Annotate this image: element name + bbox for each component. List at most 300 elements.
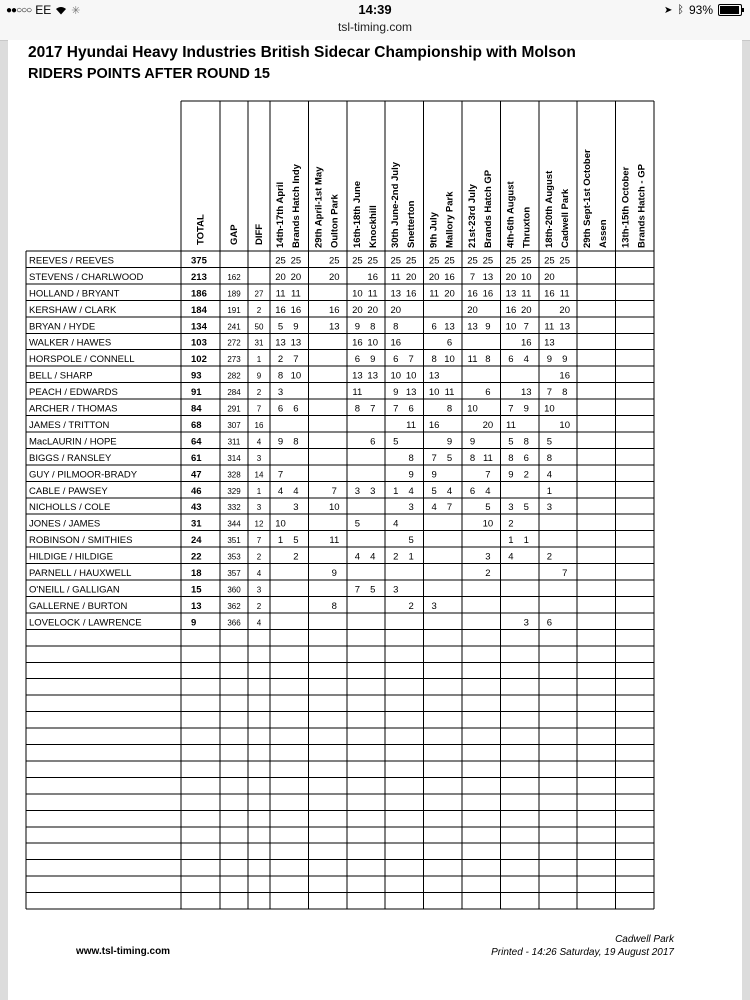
rider-total: 213: [191, 271, 207, 283]
rider-total: 68: [191, 419, 202, 431]
race-points: 9: [446, 436, 453, 448]
race-points: 4: [408, 485, 414, 497]
race-points: 7: [408, 354, 414, 366]
rider-name: HOLLAND / BRYANT: [29, 288, 120, 300]
status-bar: [0, 0, 750, 41]
race-points: 25: [367, 255, 379, 267]
race-points: 25: [275, 255, 286, 267]
race-points: 1: [523, 535, 529, 547]
rider-diff: 1: [256, 486, 262, 496]
race-points: 13: [444, 321, 455, 333]
race-points: 13: [559, 321, 571, 333]
header-event-date: 16th-18th June: [351, 180, 363, 248]
race-points: 10: [405, 370, 417, 382]
rider-gap: 353: [227, 552, 241, 562]
rider-gap: 351: [227, 536, 241, 546]
race-points: 13: [405, 387, 417, 399]
race-points: 2: [277, 354, 284, 366]
rider-diff: 2: [256, 552, 262, 562]
signal-icon: ●●○○○: [6, 4, 32, 16]
rider-diff: 7: [256, 536, 262, 546]
race-points: 16: [544, 288, 555, 300]
rider-name: PEACH / EDWARDS: [29, 387, 118, 399]
document-page: [8, 40, 742, 1000]
header-event-venue: Oulton Park: [329, 194, 341, 248]
race-points: 16: [275, 304, 286, 316]
rider-name: GALLERNE / BURTON: [29, 600, 128, 612]
race-points: 8: [370, 321, 376, 333]
rider-total: 103: [191, 337, 207, 349]
footer-printed: Printed - 14:26 Saturday, 19 August 2017: [491, 947, 674, 958]
header-event-date: 4th-6th August: [505, 181, 517, 248]
race-points: 11: [521, 288, 532, 300]
rider-diff: 27: [254, 289, 264, 299]
race-points: 4: [546, 469, 553, 481]
bluetooth-icon: ᛒ: [677, 4, 684, 16]
race-points: 8: [508, 452, 514, 464]
rider-name: WALKER / HAWES: [29, 337, 112, 349]
race-points: 9: [469, 436, 476, 448]
rider-name: HILDIGE / HILDIGE: [29, 551, 113, 563]
race-points: 10: [544, 403, 555, 415]
race-points: 10: [275, 518, 286, 530]
race-points: 3: [393, 584, 399, 596]
race-points: 5: [431, 485, 437, 497]
race-points: 3: [508, 502, 514, 514]
race-points: 9: [523, 403, 529, 415]
header-event-date: 30th June-2nd July: [390, 161, 402, 248]
race-points: 7: [485, 469, 491, 481]
race-points: 7: [546, 387, 553, 399]
rider-name: BIGGS / RANSLEY: [29, 452, 112, 464]
race-points: 2: [393, 551, 399, 563]
rider-diff: 3: [256, 453, 262, 463]
race-points: 7: [370, 403, 376, 415]
race-points: 6: [293, 403, 299, 415]
race-points: 5: [393, 436, 399, 448]
race-points: 20: [444, 288, 455, 300]
rider-gap: 360: [227, 585, 241, 595]
race-points: 4: [370, 551, 376, 563]
race-points: 13: [352, 370, 363, 382]
rider-name: JONES / JAMES: [29, 518, 101, 530]
race-points: 16: [352, 337, 363, 349]
race-points: 5: [408, 535, 414, 547]
rider-total: 43: [191, 502, 202, 514]
race-points: 10: [505, 321, 517, 333]
race-points: 25: [467, 255, 478, 267]
race-points: 8: [277, 370, 284, 382]
race-points: 20: [329, 271, 340, 283]
rider-name: BELL / SHARP: [29, 370, 93, 382]
header-event-date: 13th-15th October: [620, 166, 632, 248]
race-points: 9: [431, 469, 437, 481]
race-points: 7: [508, 403, 514, 415]
race-points: 10: [390, 370, 402, 382]
race-points: 16: [329, 304, 340, 316]
rider-gap: 328: [227, 470, 241, 480]
race-points: 6: [508, 354, 514, 366]
race-points: 13: [521, 387, 532, 399]
race-points: 11: [444, 387, 455, 399]
race-points: 7: [446, 502, 453, 514]
race-points: 1: [408, 551, 414, 563]
rider-total: 31: [191, 518, 202, 530]
rider-diff: 12: [254, 519, 264, 529]
race-points: 13: [290, 337, 302, 349]
rider-name: BRYAN / HYDE: [29, 321, 96, 333]
rider-total: 102: [191, 354, 207, 366]
header-event-date: 18th-20th August: [543, 170, 555, 248]
rider-gap: 311: [227, 437, 241, 447]
race-points: 16: [467, 288, 478, 300]
rider-gap: 307: [227, 420, 241, 430]
rider-diff: 3: [256, 585, 262, 595]
race-points: 11: [275, 288, 286, 300]
race-points: 6: [393, 354, 399, 366]
race-points: 5: [508, 436, 514, 448]
rider-diff: 4: [256, 618, 262, 628]
race-points: 11: [290, 288, 301, 300]
rider-diff: 1: [256, 355, 262, 365]
race-points: 20: [352, 304, 363, 316]
rider-total: 91: [191, 387, 202, 399]
race-points: 5: [370, 584, 376, 596]
race-points: 11: [367, 288, 378, 300]
rider-gap: 191: [227, 305, 241, 315]
race-points: 1: [508, 535, 514, 547]
location-icon: ➤: [663, 4, 673, 16]
race-points: 20: [559, 304, 571, 316]
header-event-venue: Brands Hatch - GP: [636, 164, 648, 248]
race-points: 9: [508, 469, 514, 481]
rider-total: 61: [191, 452, 202, 464]
rider-gap: 272: [227, 338, 241, 348]
race-points: 3: [485, 551, 491, 563]
race-points: 3: [277, 387, 284, 399]
race-points: 11: [559, 288, 570, 300]
race-points: 6: [354, 354, 361, 366]
race-points: 4: [293, 485, 299, 497]
race-points: 16: [559, 370, 571, 382]
race-points: 13: [467, 321, 478, 333]
race-points: 13: [544, 337, 555, 349]
race-points: 11: [390, 271, 401, 283]
rider-name: PARNELL / HAUXWELL: [29, 568, 132, 579]
race-points: 7: [393, 403, 399, 415]
race-points: 7: [331, 485, 337, 497]
header-event-venue: Cadwell Park: [559, 188, 571, 248]
race-points: 25: [444, 255, 455, 267]
race-points: 10: [352, 288, 363, 300]
race-points: 9: [293, 321, 299, 333]
rider-name: CABLE / PAWSEY: [29, 485, 108, 497]
race-points: 5: [485, 502, 491, 514]
header-event-date: 29th Sept-1st October: [582, 149, 594, 248]
race-points: 1: [546, 485, 553, 497]
race-points: 8: [562, 387, 568, 399]
race-points: 5: [354, 518, 361, 530]
rider-gap: 241: [227, 322, 241, 332]
race-points: 16: [505, 304, 517, 316]
race-points: 10: [367, 337, 379, 349]
rider-total: 18: [191, 568, 202, 579]
rider-gap: 329: [227, 486, 241, 496]
race-points: 20: [275, 271, 286, 283]
race-points: 13: [390, 288, 402, 300]
race-points: 2: [408, 600, 414, 612]
race-points: 25: [521, 255, 532, 267]
header-gap: GAP: [229, 224, 240, 245]
race-points: 13: [275, 337, 286, 349]
rider-diff: 50: [254, 322, 264, 332]
race-points: 10: [290, 370, 302, 382]
race-points: 9: [331, 568, 337, 579]
race-points: 11: [329, 535, 340, 547]
race-points: 7: [523, 321, 529, 333]
race-points: 9: [562, 354, 568, 366]
race-points: 8: [431, 354, 437, 366]
race-points: 8: [546, 452, 553, 464]
race-points: 3: [293, 502, 299, 514]
race-points: 6: [469, 485, 476, 497]
race-points: 3: [370, 485, 376, 497]
race-points: 4: [485, 485, 491, 497]
race-points: 2: [523, 469, 529, 481]
rider-gap: 291: [227, 404, 241, 414]
rider-gap: 357: [227, 569, 241, 578]
header-event-date: 14th-17th April: [275, 181, 286, 248]
header-total: TOTAL: [195, 214, 207, 245]
race-points: 20: [290, 271, 302, 283]
race-points: 9: [354, 321, 361, 333]
race-points: 6: [446, 337, 453, 349]
race-points: 9: [277, 436, 284, 448]
race-points: 8: [485, 354, 491, 366]
rider-name: LOVELOCK / LAWRENCE: [29, 617, 142, 629]
rider-total: 9: [191, 617, 197, 629]
url-bar[interactable]: tsl-timing.com: [337, 20, 412, 34]
race-points: 25: [290, 255, 302, 267]
race-points: 2: [508, 518, 514, 530]
race-points: 13: [505, 288, 517, 300]
rider-diff: 9: [256, 371, 262, 381]
race-points: 16: [444, 271, 455, 283]
race-points: 20: [390, 304, 402, 316]
rider-name: O'NEILL / GALLIGAN: [29, 584, 120, 596]
rider-total: 134: [191, 321, 207, 333]
race-points: 20: [482, 419, 494, 431]
rider-name: GUY / PILMOOR-BRADY: [29, 469, 138, 481]
race-points: 11: [482, 452, 493, 464]
race-points: 25: [390, 255, 402, 267]
page-title: 2017 Hyundai Heavy Industries British Sidecar Championship with Molson: [28, 44, 576, 61]
rider-name: HORSPOLE / CONNELL: [29, 354, 135, 366]
race-points: 3: [546, 502, 553, 514]
race-points: 4: [508, 551, 514, 563]
race-points: 4: [354, 551, 361, 563]
rider-diff: 4: [256, 569, 262, 578]
race-points: 16: [521, 337, 532, 349]
race-points: 11: [467, 354, 478, 366]
rider-gap: 273: [227, 355, 241, 365]
race-points: 4: [393, 518, 399, 530]
race-points: 10: [329, 502, 340, 514]
rider-gap: 366: [227, 618, 241, 628]
rider-gap: 189: [227, 289, 241, 299]
rider-total: 24: [191, 535, 202, 547]
race-points: 25: [352, 255, 363, 267]
page-subtitle: RIDERS POINTS AFTER ROUND 15: [28, 66, 270, 82]
rider-name: MacLAURIN / HOPE: [29, 436, 117, 448]
race-points: 11: [544, 321, 555, 333]
rider-total: 375: [191, 255, 207, 267]
race-points: 3: [431, 600, 437, 612]
header-event-venue: Snetterton: [406, 200, 418, 248]
header-event-venue: Mallory Park: [444, 191, 456, 248]
race-points: 16: [428, 419, 440, 431]
race-points: 7: [562, 568, 568, 579]
race-points: 1: [277, 535, 284, 547]
race-points: 9: [485, 321, 491, 333]
race-points: 3: [354, 485, 361, 497]
rider-total: 184: [191, 304, 207, 316]
rider-diff: 4: [256, 437, 262, 447]
race-points: 10: [467, 403, 478, 415]
rider-diff: 2: [256, 305, 262, 315]
rider-total: 22: [191, 551, 202, 563]
race-points: 7: [293, 354, 299, 366]
race-points: 5: [446, 452, 453, 464]
race-points: 16: [482, 288, 494, 300]
race-points: 2: [293, 551, 299, 563]
race-points: 8: [393, 321, 399, 333]
battery-icon: [718, 4, 742, 16]
race-points: 10: [444, 354, 455, 366]
rider-diff: 31: [254, 338, 264, 348]
race-points: 16: [367, 271, 379, 283]
race-points: 8: [293, 436, 299, 448]
race-points: 13: [329, 321, 340, 333]
rider-gap: 362: [227, 601, 241, 611]
rider-diff: 2: [256, 601, 262, 611]
race-points: 10: [428, 387, 440, 399]
race-points: 6: [370, 436, 376, 448]
rider-name: STEVENS / CHARLWOOD: [29, 271, 144, 283]
race-points: 8: [354, 403, 361, 415]
race-points: 13: [367, 370, 379, 382]
rider-gap: 332: [227, 503, 241, 513]
race-points: 13: [482, 271, 494, 283]
clock: 14:39: [358, 2, 392, 17]
race-points: 25: [329, 255, 340, 267]
footer-venue: Cadwell Park: [615, 934, 674, 945]
rider-name: KERSHAW / CLARK: [29, 304, 117, 316]
carrier-label: EE: [35, 3, 52, 17]
race-points: 1: [393, 485, 399, 497]
race-points: 4: [446, 485, 453, 497]
race-points: 6: [546, 617, 553, 629]
race-points: 9: [393, 387, 399, 399]
status-right: [664, 3, 742, 17]
race-points: 4: [523, 354, 529, 366]
rider-gap: 284: [227, 388, 241, 398]
race-points: 16: [405, 288, 417, 300]
race-points: 25: [482, 255, 494, 267]
race-points: 20: [467, 304, 478, 316]
rider-name: NICHOLLS / COLE: [29, 502, 111, 514]
rider-diff: 16: [254, 420, 264, 430]
race-points: 20: [367, 304, 379, 316]
race-points: 3: [523, 617, 529, 629]
race-points: 9: [408, 469, 414, 481]
header-event-venue: Assen: [598, 219, 610, 248]
race-points: 25: [405, 255, 417, 267]
race-points: 6: [431, 321, 437, 333]
rider-total: 93: [191, 370, 202, 382]
race-points: 20: [428, 271, 440, 283]
race-points: 2: [485, 568, 491, 579]
race-points: 20: [544, 271, 555, 283]
rider-diff: 14: [254, 470, 264, 480]
race-points: 11: [406, 419, 417, 431]
race-points: 6: [277, 403, 284, 415]
race-points: 13: [428, 370, 440, 382]
race-points: 5: [523, 502, 529, 514]
race-points: 6: [523, 452, 529, 464]
rider-gap: 314: [227, 453, 241, 463]
rider-name: ARCHER / THOMAS: [29, 403, 118, 415]
race-points: 7: [354, 584, 361, 596]
race-points: 11: [429, 288, 440, 300]
footer-website[interactable]: www.tsl-timing.com: [76, 946, 171, 957]
rider-diff: 3: [256, 503, 262, 513]
rider-gap: 162: [227, 272, 241, 282]
race-points: 4: [277, 485, 284, 497]
race-points: 11: [506, 419, 516, 431]
header-event-venue: Brands Hatch GP: [483, 169, 494, 248]
rider-total: 15: [191, 584, 202, 596]
race-points: 9: [370, 354, 376, 366]
header-event-venue: Knockhill: [367, 205, 379, 248]
race-points: 25: [428, 255, 440, 267]
race-points: 5: [277, 321, 284, 333]
race-points: 25: [544, 255, 555, 267]
battery-percent: 93%: [688, 3, 713, 17]
loading-icon: ✳: [71, 4, 81, 17]
header-event-date: 29th April-1st May: [313, 166, 325, 248]
race-points: 10: [482, 518, 494, 530]
race-points: 8: [523, 436, 529, 448]
race-points: 6: [485, 387, 491, 399]
rider-diff: 7: [256, 404, 262, 414]
rider-total: 84: [191, 403, 202, 415]
rider-total: 47: [191, 469, 202, 481]
race-points: 7: [277, 469, 284, 481]
rider-gap: 282: [227, 371, 241, 381]
race-points: 8: [331, 600, 337, 612]
race-points: 6: [408, 403, 414, 415]
rider-total: 13: [191, 600, 202, 612]
race-points: 8: [408, 452, 414, 464]
race-points: 8: [446, 403, 453, 415]
race-points: 20: [521, 304, 532, 316]
race-points: 5: [293, 535, 299, 547]
rider-total: 64: [191, 436, 202, 448]
race-points: 7: [431, 452, 437, 464]
race-points: 25: [559, 255, 571, 267]
race-points: 2: [546, 551, 553, 563]
